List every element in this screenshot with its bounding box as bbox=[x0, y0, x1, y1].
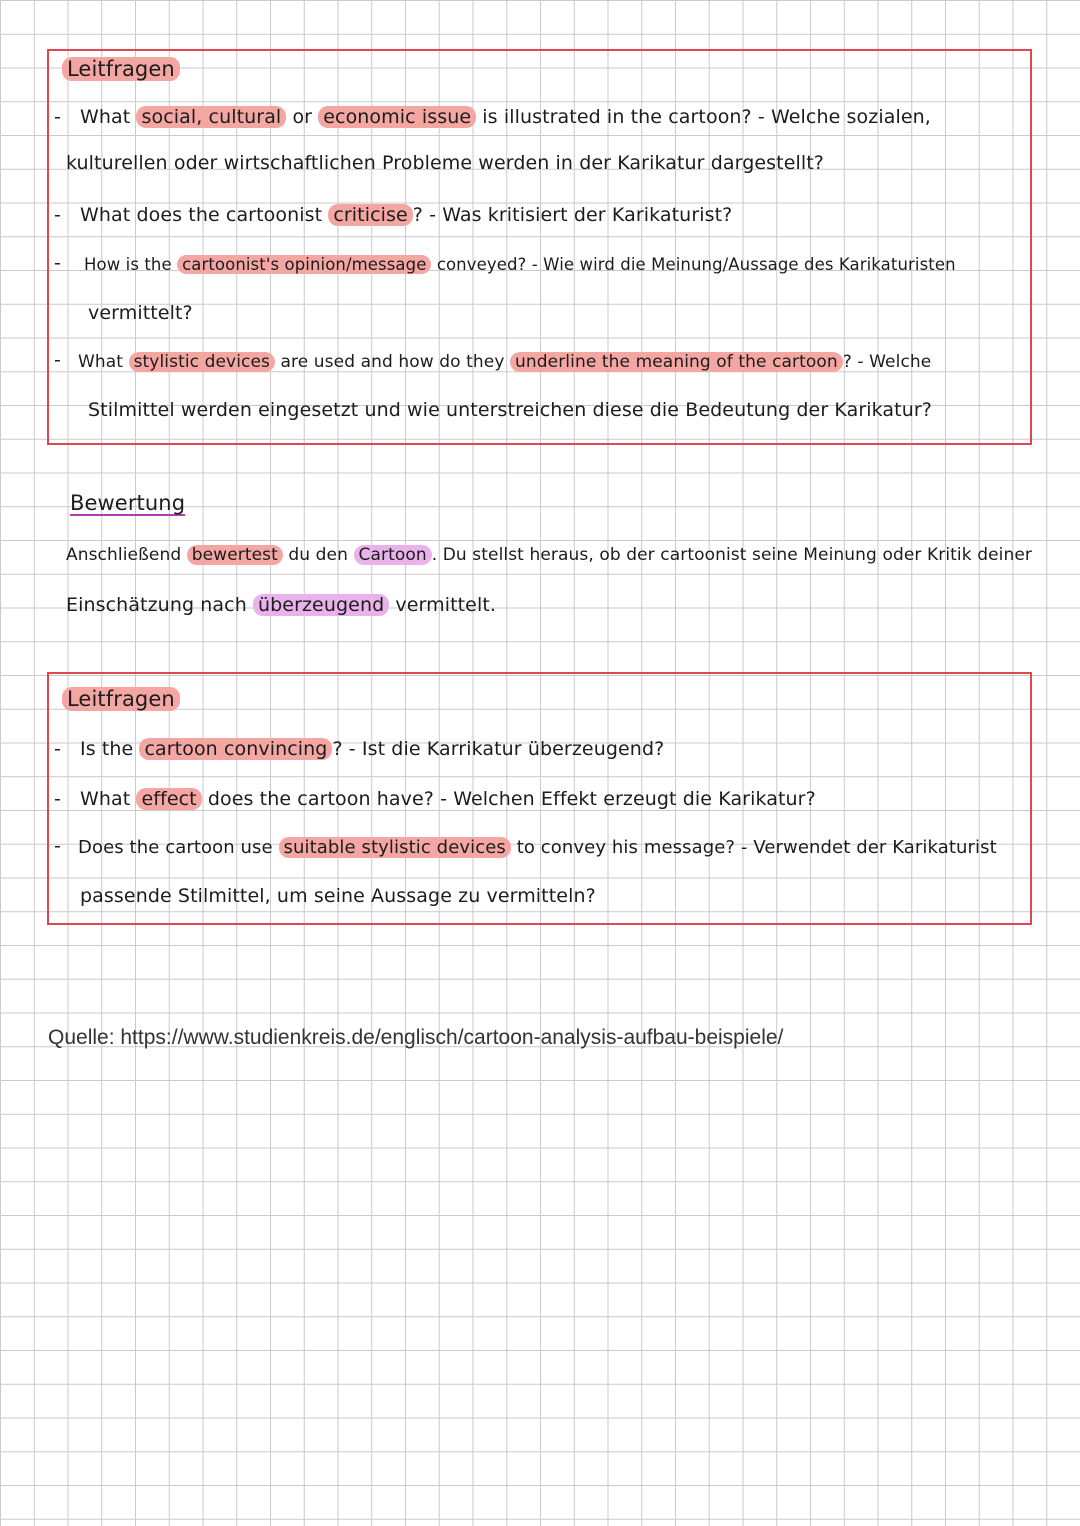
bullet-dash: - bbox=[54, 106, 61, 128]
question-4-line-1: What stylistic devices are used and how do they underline the meaning of the cartoon ? - Welche bbox=[78, 352, 932, 372]
bullet-dash: - bbox=[54, 349, 61, 371]
evaluation-question-3-line-2: passende Stilmittel, um seine Aussage zu vermitteln? bbox=[80, 885, 596, 907]
question-3-line-1: How is the cartoonist's opinion/message conveyed? - Wie wird die Meinung/Aussage des Karikaturisten bbox=[84, 255, 956, 274]
leitfragen-heading-1: Leitfragen bbox=[62, 56, 180, 82]
question-2: What does the cartoonist criticise ? - Was kritisiert der Karikaturist? bbox=[80, 204, 733, 226]
bullet-dash: - bbox=[54, 204, 61, 226]
evaluation-question-3-line-1: Does the cartoon use suitable stylistic devices to convey his message? - Verwendet der Karikaturist bbox=[78, 837, 997, 858]
leitfragen-heading-2: Leitfragen bbox=[62, 686, 180, 712]
evaluation-question-2: What effect does the cartoon have? - Welchen Effekt erzeugt die Karikatur? bbox=[80, 788, 816, 810]
source-citation: Quelle: https://www.studienkreis.de/englisch/cartoon-analysis-aufbau-beispiele/ bbox=[48, 1026, 784, 1049]
bewertung-heading: Bewertung bbox=[70, 491, 186, 515]
bewertung-line-1: Anschließend bewertest du den Cartoon . Du stellst heraus, ob der cartoonist seine Meinung oder Kritik deiner bbox=[66, 545, 1032, 565]
bullet-dash: - bbox=[54, 252, 61, 274]
bullet-dash: - bbox=[54, 788, 61, 810]
question-1-line-1: What social, cultural or economic issue is illustrated in the cartoon? - Welche sozialen, bbox=[80, 106, 931, 128]
evaluation-question-1: Is the cartoon convincing ? - Ist die Karrikatur überzeugend? bbox=[80, 738, 665, 760]
question-1-line-2: kulturellen oder wirtschaftlichen Probleme werden in der Karikatur dargestellt? bbox=[66, 152, 824, 174]
bewertung-line-2: Einschätzung nach überzeugend vermittelt. bbox=[66, 594, 497, 616]
question-4-line-2: Stilmittel werden eingesetzt und wie unterstreichen diese die Bedeutung der Karikatur? bbox=[88, 399, 932, 421]
bullet-dash: - bbox=[54, 835, 61, 857]
bullet-dash: - bbox=[54, 738, 61, 760]
question-3-line-2: vermittelt? bbox=[88, 302, 193, 324]
